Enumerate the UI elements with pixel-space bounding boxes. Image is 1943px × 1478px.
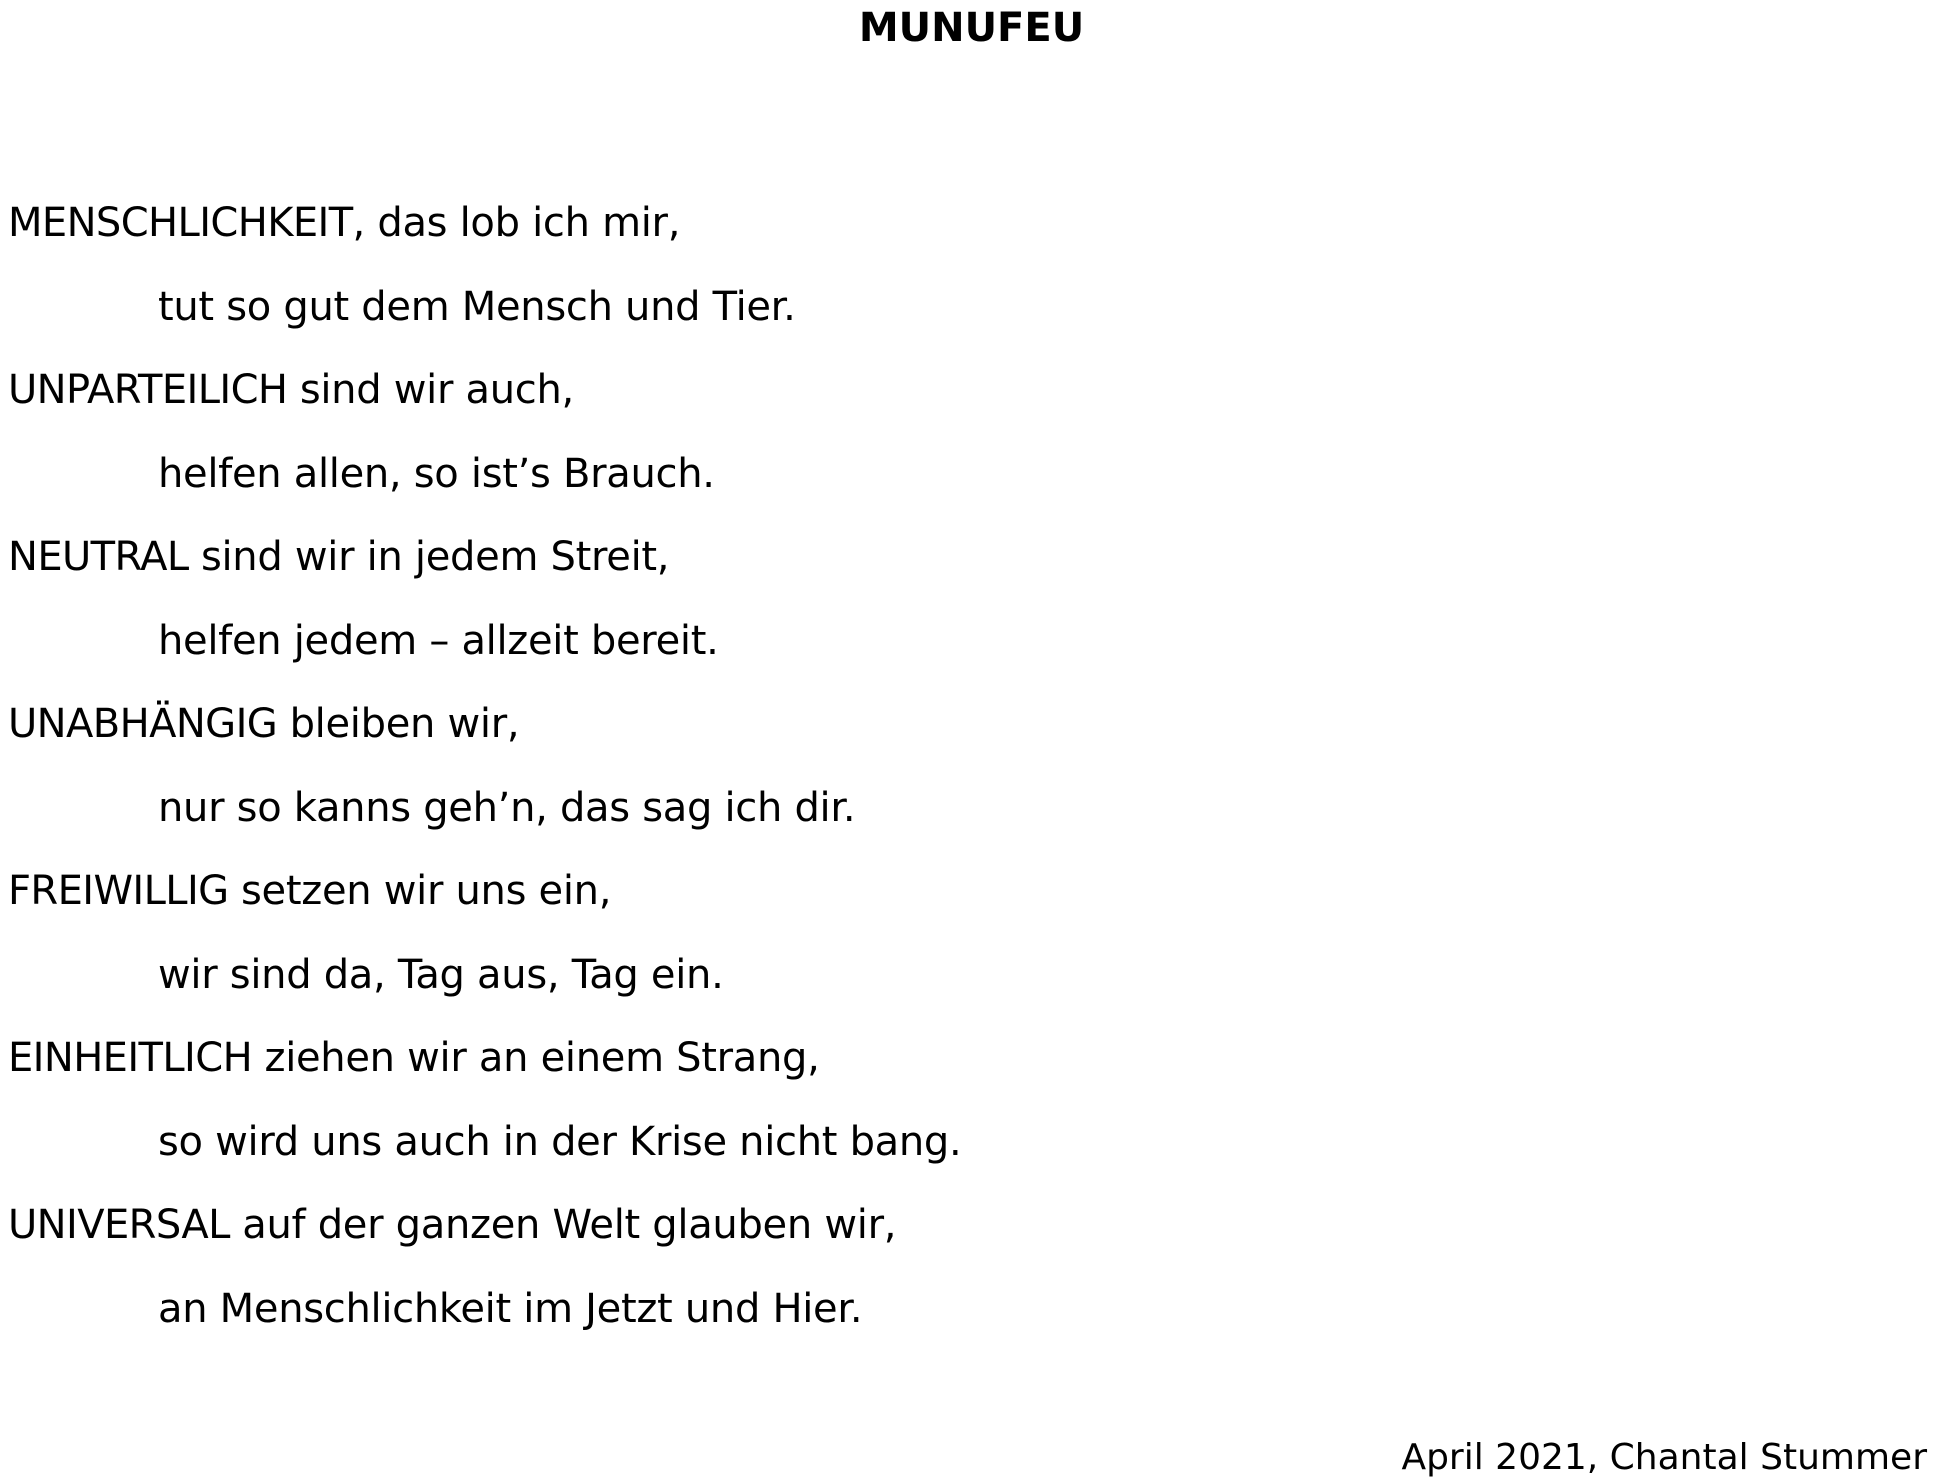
poem-line-indented: an Menschlichkeit im Jetzt und Hier. [158,1285,863,1332]
acrostic-keyword: UNABHÄNGIG [8,701,278,747]
author-signature: April 2021, Chantal Stummer [1401,1437,1927,1478]
line-text: setzen wir uns ein, [228,868,612,914]
acrostic-keyword: MENSCHLICHKEIT [8,200,353,246]
poem-line-indented: wir sind da, Tag aus, Tag ein. [158,951,724,998]
acrostic-keyword: NEUTRAL [8,534,189,580]
acrostic-keyword: UNPARTEILICH [8,367,288,413]
line-text: sind wir auch, [287,367,574,413]
poem-line [8,182,961,266]
line-text: sind wir in jedem Streit, [188,534,670,580]
poem-body [8,182,961,1351]
poem-line-indented: tut so gut dem Mensch und Tier. [158,283,796,330]
acrostic-keyword: UNIVERSAL [8,1202,230,1248]
poem-line-indented: so wird uns auch in der Krise nicht bang. [158,1118,962,1165]
acrostic-keyword: FREIWILLIG [8,868,229,914]
poem-title: MUNUFEU [858,5,1085,51]
poem-line [8,1017,961,1101]
poem-line [8,516,961,600]
poem-line [8,850,961,934]
poem-line [8,683,961,767]
line-text: ziehen wir an einem Strang, [252,1035,820,1081]
line-text: bleiben wir, [277,701,520,747]
poem-line-indented: helfen allen, so ist’s Brauch. [158,450,715,497]
poem-line [8,1184,961,1268]
line-text: auf der ganzen Welt glauben wir, [229,1202,897,1248]
acrostic-keyword: EINHEITLICH [8,1035,253,1081]
poem-line-indented: helfen jedem – allzeit bereit. [158,617,719,664]
poem-line [8,349,961,433]
line-text: , das lob ich mir, [352,200,681,246]
poem-line-indented: nur so kanns geh’n, das sag ich dir. [158,784,856,831]
